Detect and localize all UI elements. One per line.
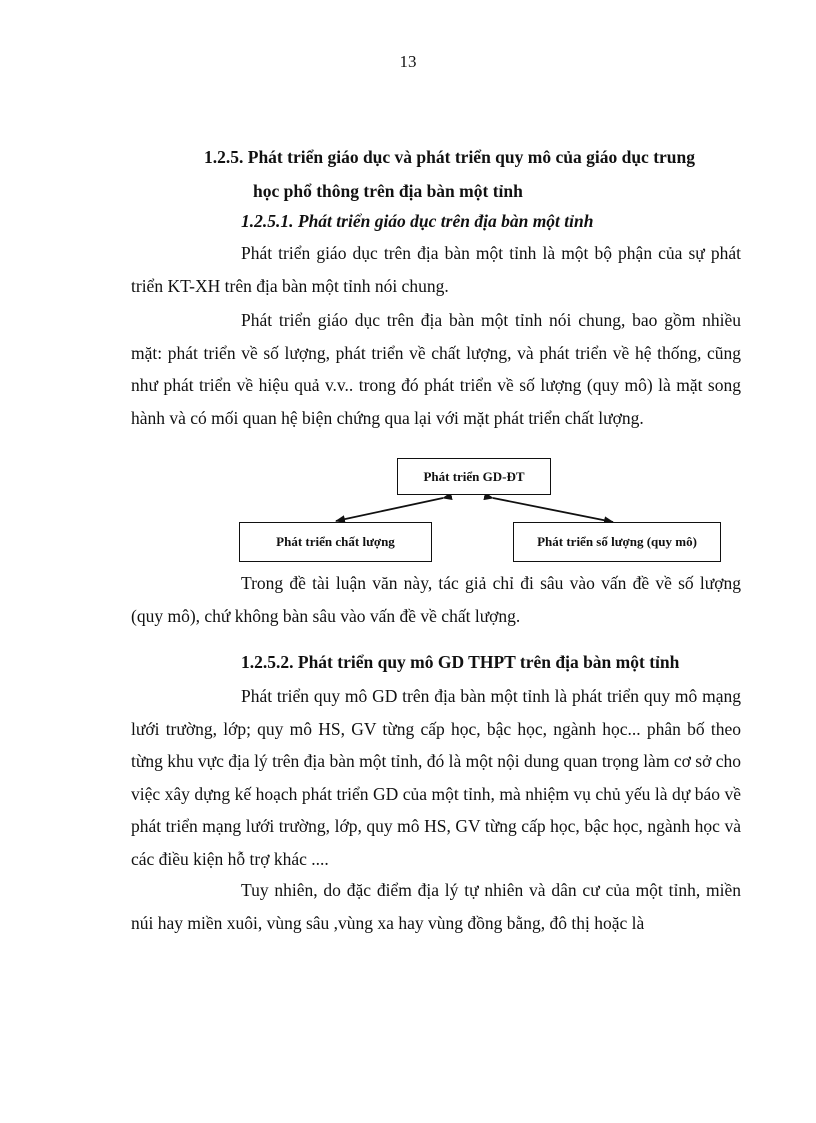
subsection-heading-2: 1.2.5.2. Phát triển quy mô GD THPT trên địa bàn một tỉnh bbox=[241, 652, 680, 672]
diagram-box-quality: Phát triển chất lượng bbox=[239, 522, 432, 562]
paragraph-3: Trong đề tài luận văn này, tác giả chỉ đi sâu vào vấn đề về số lượng (quy mô), chứ không bàn sâu vào vấn đề về chất lượng. bbox=[131, 573, 741, 626]
diagram-box-development: Phát triển GD-ĐT bbox=[397, 458, 551, 495]
paragraph-1: Phát triển giáo dục trên địa bàn một tỉnh là một bộ phận của sự phát triển KT-XH trên địa bàn một tỉnh nói chung. bbox=[131, 243, 741, 296]
paragraph-4: Phát triển quy mô GD trên địa bàn một tỉnh là phát triển quy mô mạng lưới trường, lớp; quy mô HS, GV từng cấp học, bậc học, ngành học... phân bố theo từng khu vực địa lý trên địa bàn một tỉnh, đó là một nội dung quan trọng làm cơ sở cho việc xây dựng kế hoạch phát triển GD của một tỉnh, mà nhiệm vụ chủ yếu là dự báo về phát triển mạng lưới trường, lớp, quy mô HS, GV từng cấp học, bậc học, ngành học và các điều kiện hỗ trợ khác .... bbox=[131, 686, 741, 869]
section-heading bbox=[204, 140, 764, 208]
paragraph-2: Phát triển giáo dục trên địa bàn một tỉnh nói chung, bao gồm nhiều mặt: phát triển về số lượng, phát triển về chất lượng, và phát triển về hệ thống, cũng như phát triển về hiệu quả v.v.. trong đó phát triển về số lượng (quy mô) là mặt song hành và có mối quan hệ biện chứng qua lại với mặt phát triển chất lượng. bbox=[131, 310, 741, 428]
diagram-box-quantity: Phát triển số lượng (quy mô) bbox=[513, 522, 721, 562]
arrow-to-quantity bbox=[493, 498, 613, 522]
page-number: 13 bbox=[399, 52, 417, 71]
subsection-heading-1: 1.2.5.1. Phát triển giáo dục trên địa bàn một tỉnh bbox=[241, 211, 594, 231]
arrow-to-quality bbox=[336, 498, 443, 521]
section-heading-line2: học phổ thông trên địa bàn một tỉnh bbox=[253, 181, 523, 201]
section-heading-line1: 1.2.5. Phát triển giáo dục và phát triển quy mô của giáo dục trung bbox=[204, 147, 695, 167]
paragraph-5: Tuy nhiên, do đặc điểm địa lý tự nhiên và dân cư của một tỉnh, miền núi hay miền xuôi, vùng sâu ,vùng xa hay vùng đồng bằng, đô thị hoặc là bbox=[131, 880, 741, 933]
